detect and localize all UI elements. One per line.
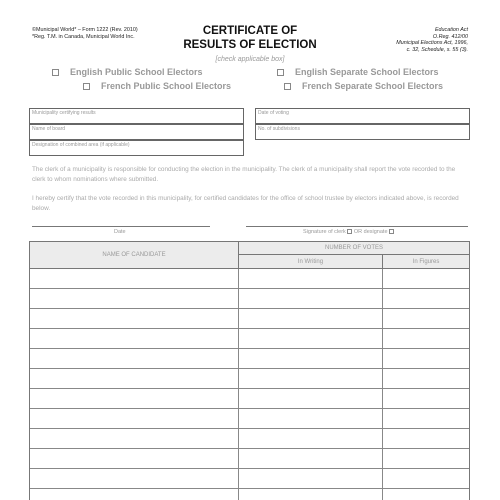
candidate-name-cell[interactable] — [30, 389, 239, 408]
candidate-name-cell[interactable] — [30, 309, 239, 328]
candidate-name-cell[interactable] — [30, 329, 239, 348]
votes-in-figures-cell[interactable] — [383, 269, 469, 288]
candidate-name-cell[interactable] — [30, 429, 239, 448]
option-label: English Public School Electors — [70, 67, 203, 77]
board-name-field[interactable] — [29, 124, 244, 140]
votes-in-writing-cell[interactable] — [239, 449, 383, 468]
title-line-2: RESULTS OF ELECTION — [183, 39, 317, 51]
table-row — [30, 289, 469, 309]
votes-in-figures-cell[interactable] — [383, 489, 469, 500]
statute-line-2: O.Reg. 412/00 — [432, 33, 468, 40]
date-line[interactable] — [32, 226, 210, 227]
date-of-voting-field[interactable] — [255, 108, 470, 124]
table-row — [30, 429, 469, 449]
title-line-1: CERTIFICATE OF — [202, 25, 298, 37]
field-label: Designation of combined area (if applicable) — [32, 142, 130, 148]
candidate-name-cell[interactable] — [30, 369, 239, 388]
header-name-of-candidate — [30, 242, 239, 269]
field-label: Municipality certifying results — [32, 110, 96, 116]
header-number-of-votes — [239, 242, 469, 255]
candidate-name-cell[interactable] — [30, 489, 239, 500]
checkbox[interactable] — [277, 69, 284, 76]
statute-line-4: c. 32, Schedule, s. 55 (3). — [406, 46, 468, 53]
signature-line[interactable] — [246, 226, 468, 227]
option-french-separate[interactable] — [284, 81, 443, 91]
checkbox[interactable] — [83, 83, 90, 90]
votes-in-writing-cell[interactable] — [239, 349, 383, 368]
table-row — [30, 389, 469, 409]
votes-in-figures-cell[interactable] — [383, 449, 469, 468]
signature-label-group — [303, 229, 394, 235]
signature-label: Signature of clerk — [303, 229, 346, 235]
option-label: French Separate School Electors — [302, 81, 444, 91]
combined-area-field[interactable] — [29, 140, 244, 156]
option-french-public[interactable] — [83, 81, 231, 91]
votes-in-writing-cell[interactable] — [239, 269, 383, 288]
votes-in-figures-cell[interactable] — [383, 429, 469, 448]
municipality-field[interactable] — [29, 108, 244, 124]
header-text: NUMBER OF VOTES — [324, 245, 383, 251]
header-text: In Writing — [297, 259, 324, 265]
table-row — [30, 369, 469, 389]
statute-line-3: Municipal Elections Act, 1996, — [396, 40, 468, 47]
table-row — [30, 329, 469, 349]
option-english-public[interactable] — [52, 67, 203, 77]
candidate-name-cell[interactable] — [30, 449, 239, 468]
option-english-separate[interactable] — [277, 67, 439, 77]
clerk-responsibility-paragraph: The clerk of a municipality is responsible for conducting the election in the municipality. The clerk of a municipality shall report the vote recorded to the clerk to whom nominations where submitted. — [32, 166, 456, 183]
votes-in-figures-cell[interactable] — [383, 349, 469, 368]
votes-in-writing-cell[interactable] — [239, 469, 383, 488]
votes-in-figures-cell[interactable] — [383, 469, 469, 488]
form-id-line: ©Municipal World* – Form 1222 (Rev. 2010) — [32, 27, 138, 33]
header-in-writing — [239, 255, 383, 269]
votes-in-figures-cell[interactable] — [383, 409, 469, 428]
table-row — [30, 269, 469, 289]
votes-in-figures-cell[interactable] — [383, 289, 469, 308]
field-label: Date of voting — [258, 110, 289, 116]
checkbox[interactable] — [52, 69, 59, 76]
candidate-name-cell[interactable] — [30, 269, 239, 288]
table-row — [30, 449, 469, 469]
candidate-name-cell[interactable] — [30, 349, 239, 368]
field-label: Name of board — [32, 126, 66, 132]
checkbox[interactable] — [284, 83, 291, 90]
header-text: NAME OF CANDIDATE — [102, 252, 166, 258]
votes-in-writing-cell[interactable] — [239, 389, 383, 408]
votes-in-writing-cell[interactable] — [239, 429, 383, 448]
votes-in-writing-cell[interactable] — [239, 329, 383, 348]
option-label: English Separate School Electors — [295, 67, 439, 77]
check-applicable-note: [check applicable box] — [215, 56, 285, 63]
statute-reference — [396, 27, 468, 53]
votes-in-writing-cell[interactable] — [239, 309, 383, 328]
header-text: In Figures — [412, 259, 440, 265]
field-label: No. of subdivisions — [258, 126, 300, 132]
candidate-name-cell[interactable] — [30, 409, 239, 428]
votes-in-figures-cell[interactable] — [383, 389, 469, 408]
candidate-name-cell[interactable] — [30, 469, 239, 488]
table-row — [30, 409, 469, 429]
table-row — [30, 489, 469, 500]
form-identifier — [32, 27, 138, 40]
results-table — [29, 241, 470, 500]
votes-in-writing-cell[interactable] — [239, 369, 383, 388]
votes-in-figures-cell[interactable] — [383, 369, 469, 388]
or-label: OR — [353, 229, 363, 235]
clerk-checkbox[interactable] — [347, 229, 352, 234]
votes-in-figures-cell[interactable] — [383, 329, 469, 348]
date-label: Date — [114, 229, 126, 235]
table-row — [30, 349, 469, 369]
trademark-line: *Reg. T.M. in Canada, Municipal World Inc. — [32, 33, 135, 40]
page-title — [150, 24, 350, 52]
designate-checkbox[interactable] — [389, 229, 394, 234]
candidate-name-cell[interactable] — [30, 289, 239, 308]
votes-in-writing-cell[interactable] — [239, 489, 383, 500]
subdivisions-field[interactable] — [255, 124, 470, 140]
option-label: French Public School Electors — [101, 81, 232, 91]
table-row — [30, 469, 469, 489]
table-row — [30, 309, 469, 329]
votes-in-figures-cell[interactable] — [383, 309, 469, 328]
votes-in-writing-cell[interactable] — [239, 289, 383, 308]
votes-in-writing-cell[interactable] — [239, 409, 383, 428]
certification-paragraph: I hereby certify that the vote recorded in this municipality, for certified candidates for the office of school trustee by electors indicated above, is recorded below. — [32, 195, 459, 212]
designate-label: designate — [363, 229, 388, 235]
statute-line-1: Education Act — [434, 27, 468, 33]
header-in-figures — [383, 255, 469, 269]
